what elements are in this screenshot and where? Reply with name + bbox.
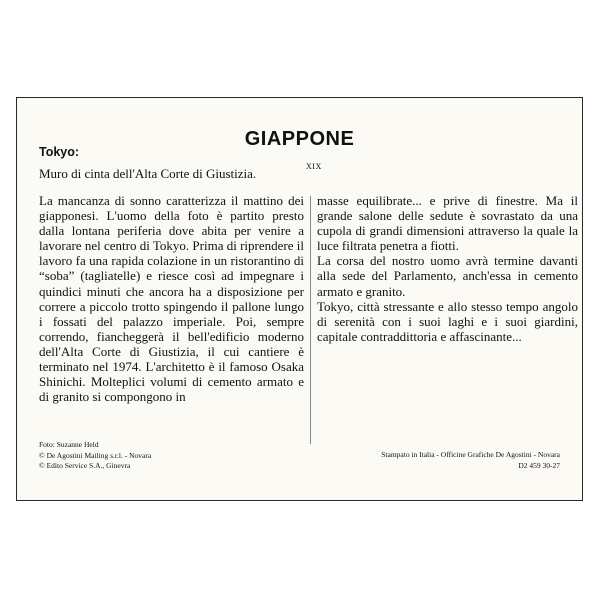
photo-caption: Muro di cinta dell'Alta Corte di Giustizia. xyxy=(39,166,257,181)
column-divider xyxy=(310,196,311,444)
body-text-right xyxy=(317,193,578,344)
body-paragraph: La corsa del nostro uomo avrà termine davanti alla sede del Parlamento, anch'essa in cemento armato e granito. xyxy=(317,253,578,299)
photo-credit: Foto: Suzanne Held xyxy=(39,440,99,449)
credits-right xyxy=(381,450,560,471)
body-paragraph: La mancanza di sonno caratterizza il mattino dei giapponesi. L'uomo della foto è partito presto dalla lontana periferia dove abita per venire a lavorare nel centro di Tokyo. Prima di riprendere il lavoro fa una rapida colazione in un ristorantino di “soba” (tagliatelle) e riesce così ad impegnare i quindici minuti che ancora ha a disposizione per correre a piccolo trotto spingendo il pallone lungo i fossati del palazzo imperiale. Poi, sempre correndo, fiancheggerà il bell'edificio moderno dell'Alta Corte di Giustizia, il cui cantiere è terminato nel 1974. L'architetto è il famoso Osaka Shinichi. Molteplici volumi di cemento armato e di granito si compongono in xyxy=(39,193,304,405)
body-paragraph: Tokyo, città stressante e allo stesso tempo angolo di serenità con i suoi laghi e i suoi giardini, capitale contraddittoria e affascinante... xyxy=(317,298,578,344)
plate-number: XIX xyxy=(306,162,322,171)
body-paragraph: masse equilibrate... e prive di finestre. Ma il grande salone delle sedute è sovrastato da una cupola di grandi dimensioni attraverso la quale la luce filtrata penetra a fiotti. xyxy=(317,193,578,254)
product-code: D2 459 30-27 xyxy=(518,460,560,470)
postcard-back xyxy=(16,97,583,501)
printer-line: Stampato in Italia - Officine Grafiche De Agostini - Novara xyxy=(381,450,560,459)
copyright-line: © Edito Service S.A., Ginevra xyxy=(39,461,131,471)
card-title: GIAPPONE xyxy=(244,128,355,150)
city-label: Tokyo: xyxy=(39,145,80,159)
credits-left xyxy=(39,440,151,472)
body-text-left xyxy=(39,193,304,404)
copyright-line: © De Agostini Mailing s.r.l. - Novara xyxy=(39,450,152,460)
